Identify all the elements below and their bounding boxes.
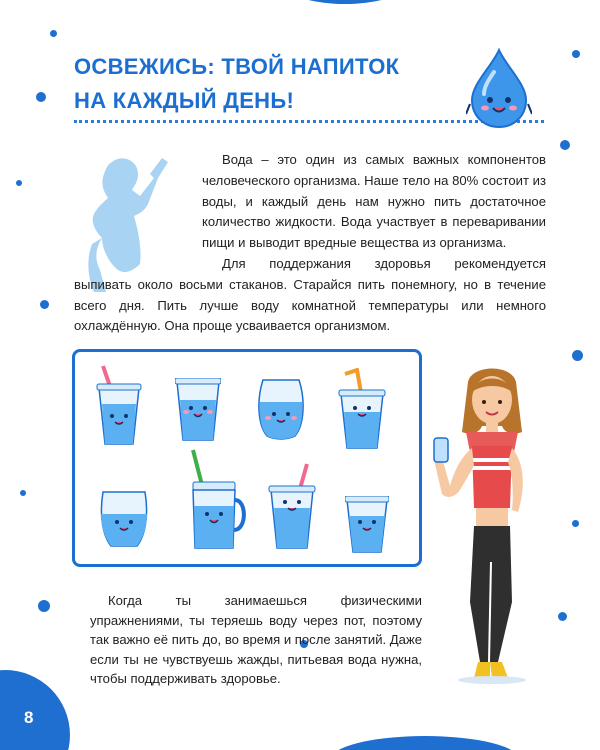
sporty-woman-illustration bbox=[432, 362, 552, 684]
glass-icon-mason-jar-green-straw bbox=[179, 448, 249, 552]
decor-dot bbox=[36, 92, 46, 102]
glass-icon-short-glass bbox=[345, 496, 389, 554]
bottom-wave-shape bbox=[330, 720, 520, 750]
glass-icon-cup-pink-straw bbox=[95, 364, 143, 448]
glass-icon-round-cup bbox=[99, 486, 149, 550]
decor-dot bbox=[16, 180, 22, 186]
page-number: 8 bbox=[24, 708, 34, 727]
page-corner-shape bbox=[0, 670, 70, 750]
decor-dot bbox=[50, 30, 57, 37]
title-line-1: ОСВЕЖИСЬ: ТВОЙ НАПИТОК bbox=[74, 54, 400, 79]
decor-dot bbox=[572, 50, 580, 58]
water-drop-mascot bbox=[466, 48, 532, 130]
glass-icon-round-glass bbox=[257, 378, 305, 440]
decor-dot bbox=[20, 490, 26, 496]
decor-dot bbox=[38, 600, 50, 612]
decor-dot bbox=[572, 350, 583, 361]
title-line-2: НА КАЖДЫЙ ДЕНЬ! bbox=[74, 88, 295, 113]
glass-icon-cup-orange-straw bbox=[337, 368, 387, 452]
glasses-illustration-box bbox=[72, 349, 422, 567]
intro-paragraph-1: Вода – это один из самых важных компонентов человеческого организма. Наше тело на 80% состоит из воды, и каждый день нам нужно пить достаточное количество жидкости. Вода участвует в переваривании пищи и выводит вредные вещества из организма. bbox=[202, 152, 546, 251]
intro-paragraph-2: Для поддержания здоровья рекомендуется выпивать около восьми стаканов. Старайся пить понемногу, но в течение всего дня. Пить лучше воду комнатной температуры или немного охлаждённую. Она проще усваивается организмом. bbox=[74, 255, 546, 334]
decor-dot bbox=[560, 140, 570, 150]
decor-dot bbox=[40, 300, 49, 309]
exercise-paragraph: Когда ты занимаешься физическими упражнениями, ты теряешь воду через пот, поэтому так важно её пить до, во время и после занятий. Даже если ты не чувствуешь жажды, питьевая вода нужна, чтобы поддерживать здоровье. bbox=[90, 593, 422, 687]
decor-dot bbox=[558, 612, 567, 621]
intro-text bbox=[74, 150, 546, 337]
page-title bbox=[74, 50, 454, 118]
glass-icon-tumbler bbox=[175, 378, 221, 442]
glass-icon-cup-pink-straw-2 bbox=[267, 462, 317, 552]
top-wave-shape bbox=[290, 0, 400, 6]
decor-dot bbox=[572, 520, 579, 527]
